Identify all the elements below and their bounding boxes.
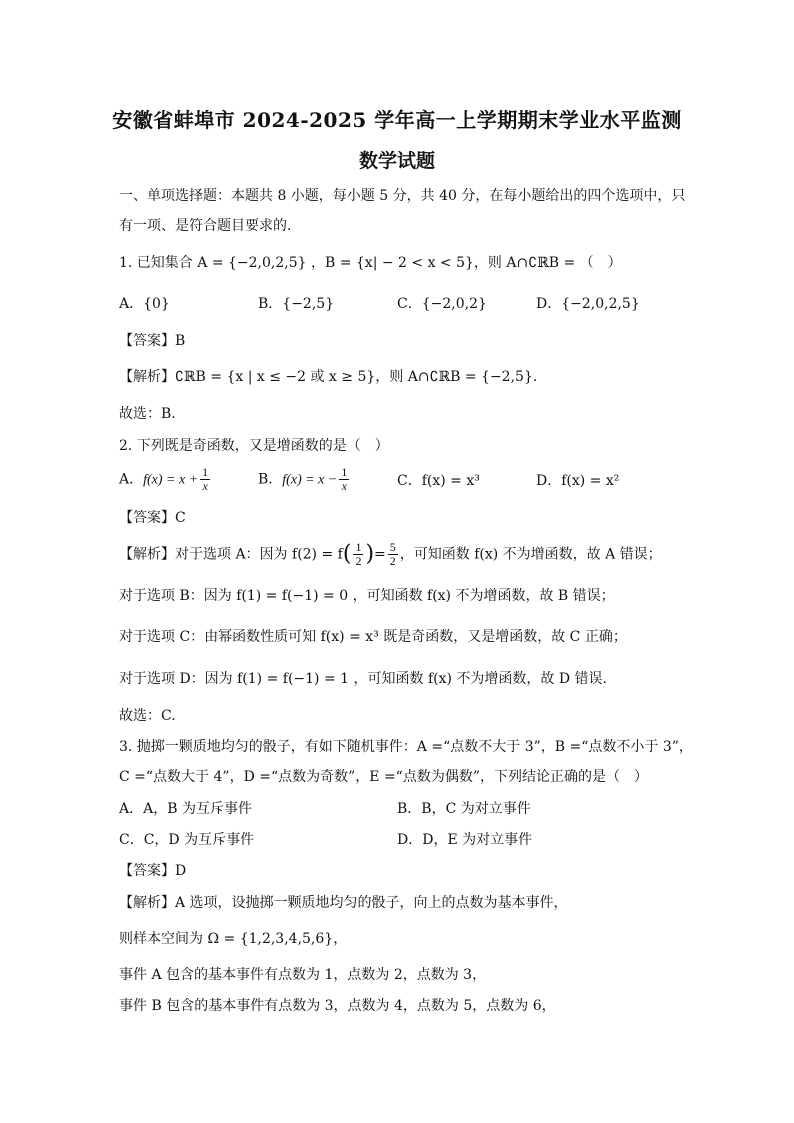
q2-option-d: D．f(x) = x² (536, 473, 620, 489)
q2-option-a-label: A． (119, 471, 144, 488)
q1-option-c: C．{−2,0,2} (397, 296, 487, 312)
q3-analysis-4: 事件 B 包含的基本事件有点数为 3，点数为 4，点数为 5，点数为 6， (119, 998, 556, 1014)
q1-option-a: A．{0} (119, 296, 170, 312)
q2-analysis-fraction-1 (353, 541, 363, 568)
q3-analysis-2: 则样本空间为 Ω = {1,2,3,4,5,6}， (119, 931, 348, 947)
q2-analysis-fraction-2 (388, 541, 398, 568)
fraction-numerator: 5 (389, 540, 396, 554)
section-heading-cont: 有一项、是符合题目要求的. (119, 218, 292, 234)
fraction-numerator: 1 (341, 465, 348, 479)
q3-option-c: C．C，D 为互斥事件 (119, 832, 255, 848)
q2-option-b-fraction (339, 466, 349, 493)
q2-option-a (119, 466, 212, 493)
q1-analysis: 【解析】∁ℝB = {x | x ≤ −2 或 x ≥ 5}，则 A∩∁ℝB = {−2,5}. (119, 369, 538, 385)
q3-stem-line1: 3. 抛掷一颗质地均匀的骰子，有如下随机事件：A =“点数不大于 3”，B =“点数不小于 3”， (119, 739, 693, 755)
q2-final: 故选：C. (119, 708, 176, 724)
fraction-denominator: x (341, 479, 347, 493)
left-paren: ( (342, 541, 352, 567)
q3-analysis-3: 事件 A 包含的基本事件有点数为 1，点数为 2，点数为 3， (119, 967, 487, 983)
q3-option-b: B．B，C 为对立事件 (397, 801, 531, 817)
right-paren: ) (365, 541, 375, 567)
q2-option-b-formula: f(x) = x − (282, 472, 338, 488)
q3-option-a: A．A，B 为互斥事件 (119, 801, 252, 817)
q2-analysis-equals: = (374, 546, 386, 563)
q3-stem-line2: C =“点数大于 4”，D =“点数为奇数”，E =“点数为偶数”，下列结论正确的是（ ） (119, 769, 648, 785)
q2-option-b-label: B． (258, 471, 283, 488)
q2-option-b (258, 466, 351, 493)
q2-analysis-a-pre: 【解析】对于选项 A：因为 f(2) = f (119, 546, 343, 563)
q1-answer: 【答案】B (119, 333, 186, 349)
fraction-numerator: 1 (355, 540, 362, 554)
fraction-denominator: x (202, 479, 208, 493)
q2-stem: 2. 下列既是奇函数，又是增函数的是（ ） (119, 438, 389, 454)
q1-final: 故选：B. (119, 406, 176, 422)
q1-stem: 1. 已知集合 A = {−2,0,2,5} ，B = {x| − 2 < x < 5}，则 A∩∁ℝB = （ ） (119, 255, 622, 271)
page-subtitle: 数学试题 (358, 150, 435, 172)
q2-analysis-a (119, 541, 662, 568)
fraction-denominator: 2 (389, 554, 396, 568)
page-title: 安徽省蚌埠市 2024-2025 学年高一上学期期末学业水平监测 (112, 108, 682, 132)
q1-option-d: D．{−2,0,2,5} (536, 296, 640, 312)
q2-option-c: C．f(x) = x³ (397, 473, 480, 489)
fraction-denominator: 2 (355, 554, 362, 568)
q1-option-b: B．{−2,5} (258, 296, 335, 312)
q2-answer: 【答案】C (119, 510, 186, 526)
fraction-numerator: 1 (202, 465, 209, 479)
q2-analysis-a-post: ，可知函数 f(x) 不为增函数，故 A 错误； (399, 546, 662, 563)
q3-option-d: D．D，E 为对立事件 (397, 832, 533, 848)
q2-analysis-c: 对于选项 C：由幂函数性质可知 f(x) = x³ 既是奇函数，又是增函数，故 C 正确； (119, 629, 627, 645)
q3-answer: 【答案】D (119, 863, 187, 879)
section-heading: 一、单项选择题：本题共 8 小题，每小题 5 分，共 40 分，在每小题给出的四个选项中，只 (119, 188, 686, 204)
q3-analysis-1: 【解析】A 选项，设抛掷一颗质地均匀的骰子，向上的点数为基本事件， (119, 895, 568, 911)
q2-option-a-fraction (200, 466, 210, 493)
q2-option-a-formula: f(x) = x + (143, 472, 199, 488)
q2-analysis-b: 对于选项 B：因为 f(1) = f(−1) = 0 ，可知函数 f(x) 不为增函数，故 B 错误； (119, 588, 615, 604)
q2-analysis-d: 对于选项 D：因为 f(1) = f(−1) = 1 ，可知函数 f(x) 不为增函数，故 D 错误. (119, 671, 607, 687)
